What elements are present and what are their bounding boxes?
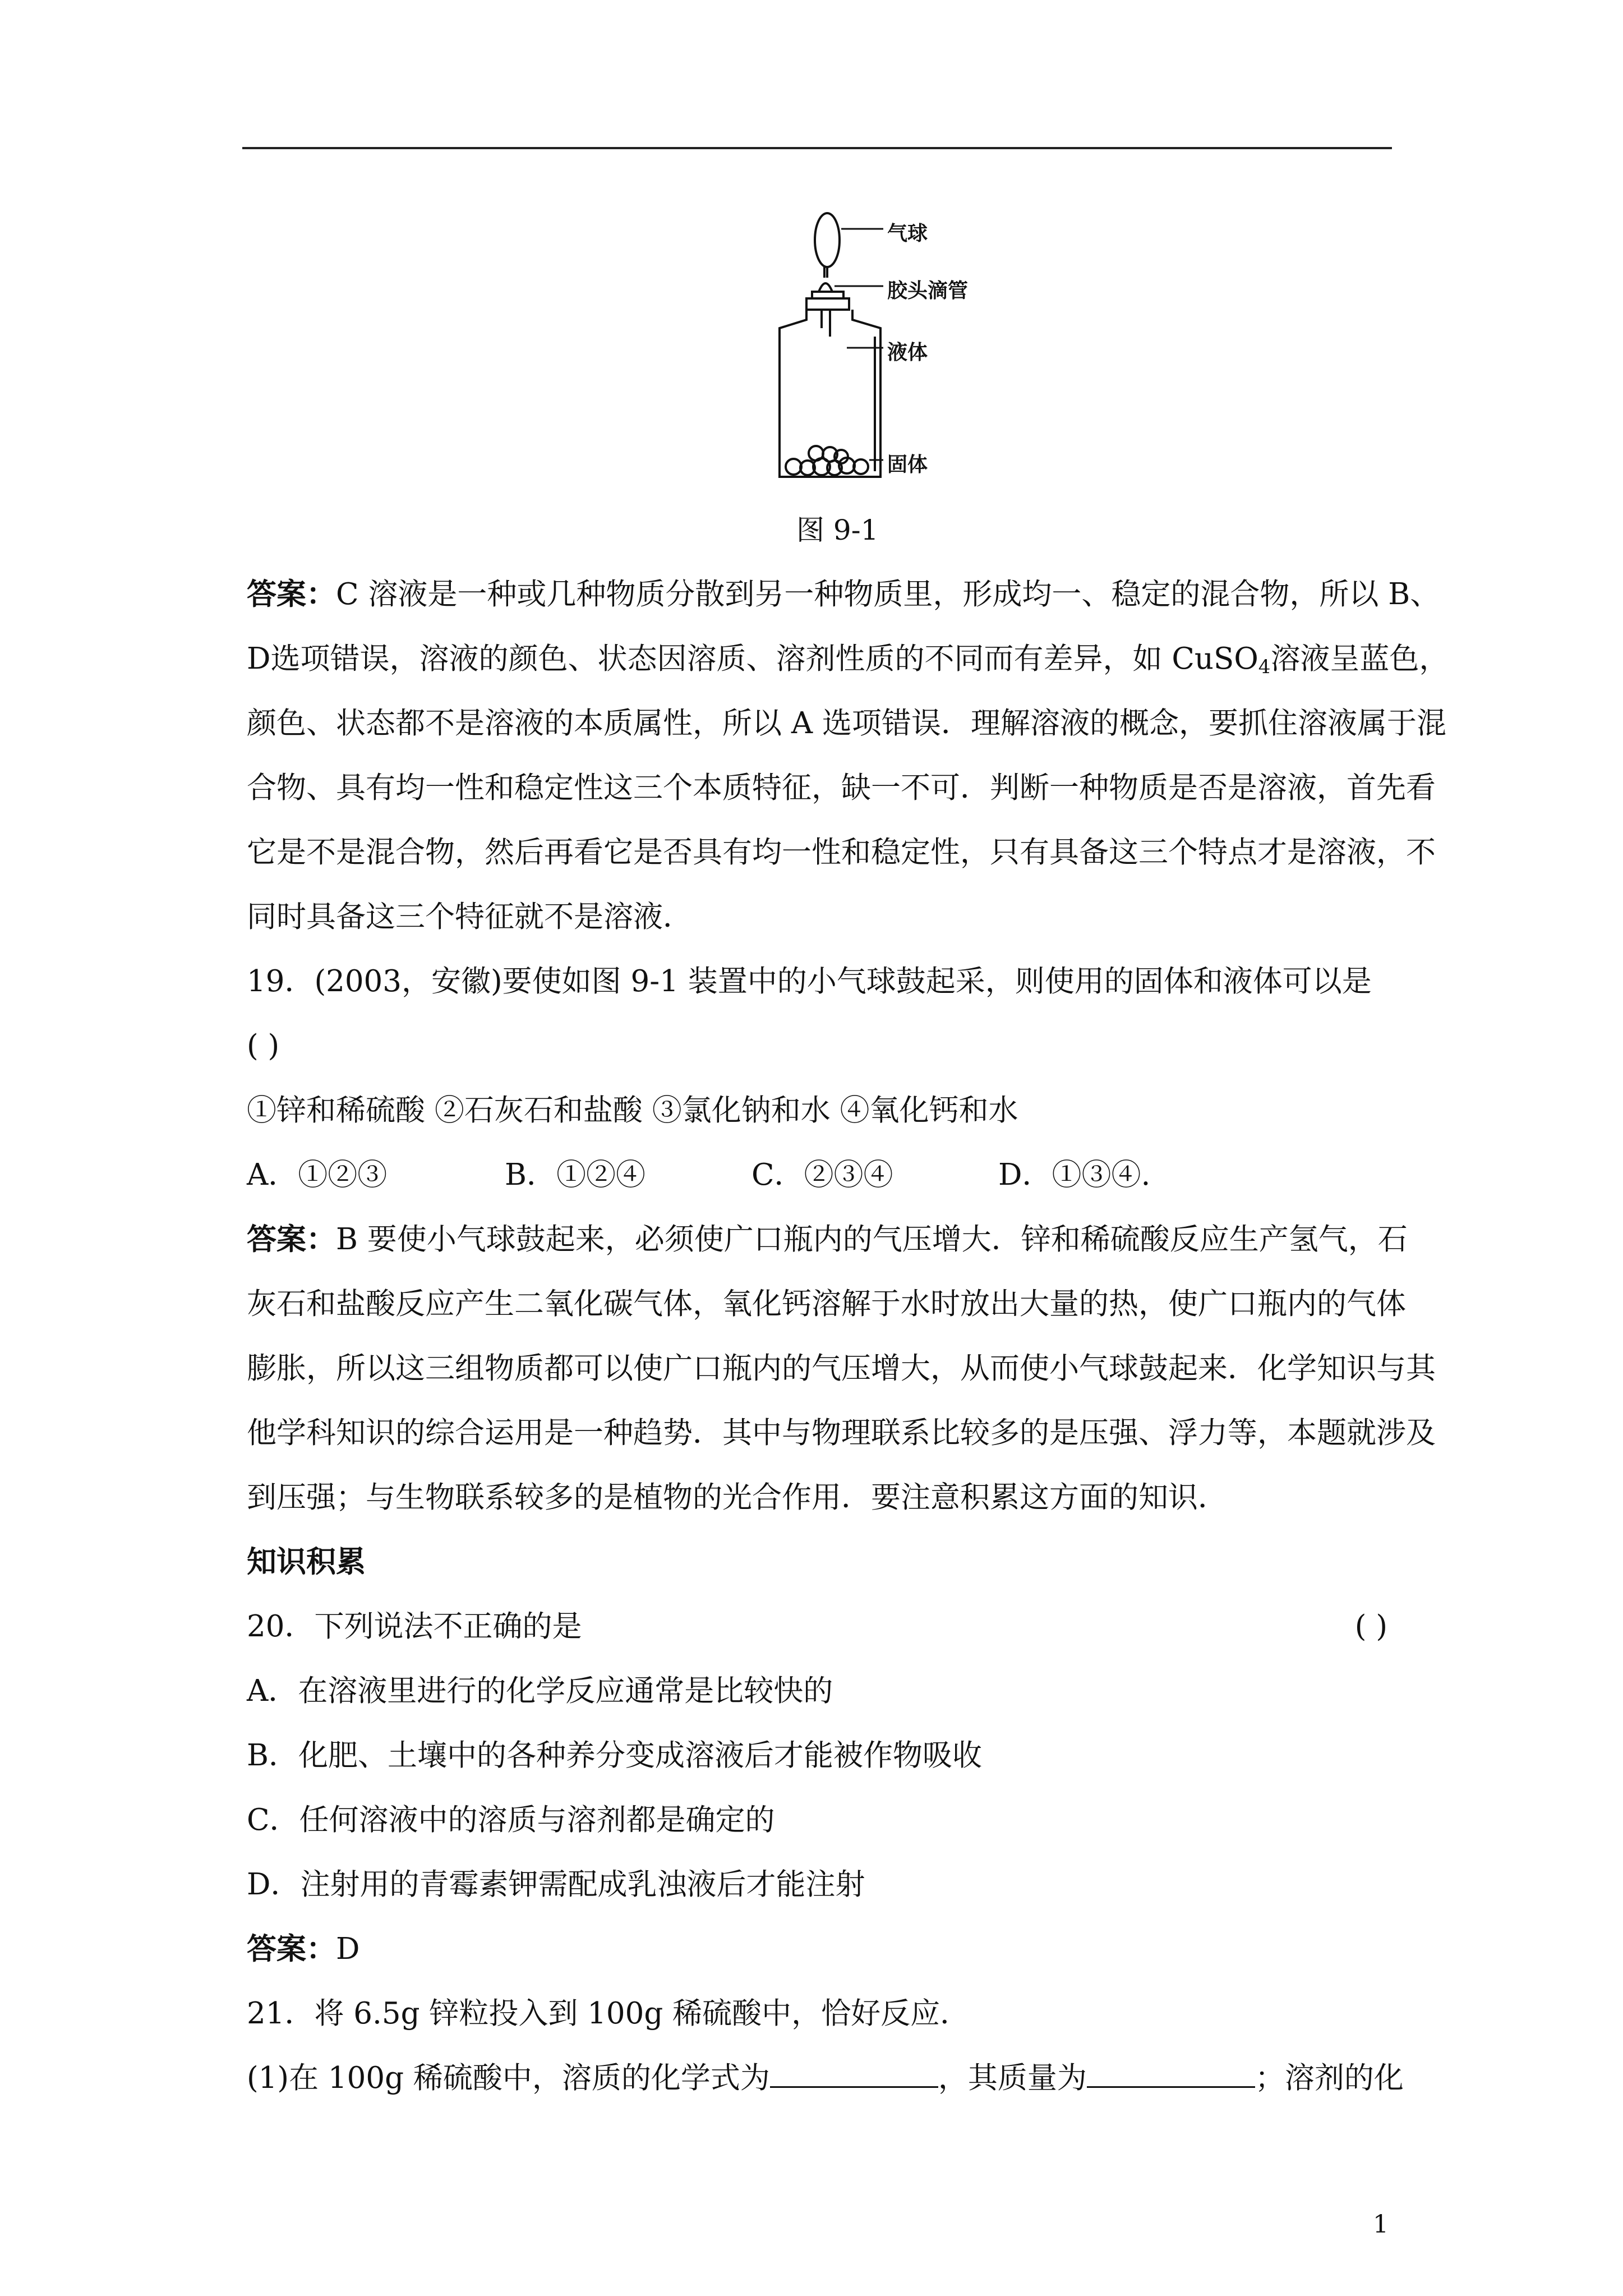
q19-option-c: C．②③④: [751, 1158, 893, 1192]
answer20: 答案：D: [247, 1932, 360, 1966]
q20-option-b: B．化肥、土壤中的各种养分变成溶液后才能被作物吸收: [247, 1738, 982, 1773]
apparatus-diagram: [763, 208, 909, 488]
q19-option-b: B．①②④: [505, 1158, 645, 1192]
answer18-line4: 合物、具有均一性和稳定性这三个本质特征，缺一不可．判断一种物质是否是溶液，首先看: [247, 771, 1436, 805]
answer-label: 答案：: [247, 577, 336, 611]
q21-stem: 21．将 6.5g 锌粒投入到 100g 稀硫酸中，恰好反应．: [247, 1996, 970, 2031]
label-solid: 固体: [887, 453, 928, 476]
fill-blank-mass[interactable]: [1087, 2061, 1255, 2088]
answer19-line5: 到压强；与生物联系较多的是植物的光合作用．要注意积累这方面的知识．: [247, 1480, 1228, 1515]
q20-option-a: A．在溶液里进行的化学反应通常是比较快的: [247, 1674, 833, 1708]
figure-caption: 图 9-1: [796, 514, 879, 546]
answer-label: 答案：: [247, 1932, 336, 1966]
answer19-line2: 灰石和盐酸反应产生二氧化碳气体，氧化钙溶解于水时放出大量的热，使广口瓶内的气体: [247, 1287, 1406, 1321]
q19-stem-line1: 19．(2003，安徽)要使如图 9-1 装置中的小气球鼓起采，则使用的固体和液体可以是: [247, 964, 1372, 999]
answer-label: 答案：: [247, 1222, 336, 1257]
label-balloon: 气球: [887, 222, 928, 245]
q20-stem: 20．下列说法不正确的是: [247, 1609, 582, 1644]
answer19-line1: 答案：B 要使小气球鼓起来，必须使广口瓶内的气压增大．锌和稀硫酸反应生产氢气，石: [247, 1222, 1408, 1257]
section-title: 知识积累: [247, 1545, 366, 1579]
answer19-line4: 他学科知识的综合运用是一种趋势．其中与物理联系比较多的是压强、浮力等，本题就涉及: [247, 1416, 1436, 1450]
q19-option-d: D．①③④.: [998, 1158, 1151, 1192]
answer18-line1: 答案：C 溶液是一种或几种物质分散到另一种物质里，形成均一、稳定的混合物，所以 B、: [247, 577, 1440, 611]
dropper-bulb: [819, 283, 832, 292]
q20-option-c: C．任何溶液中的溶质与溶剂都是确定的: [247, 1803, 775, 1837]
header-rule: [242, 147, 1392, 149]
fill-blank-formula[interactable]: [770, 2061, 938, 2088]
q21-part1: (1)在 100g 稀硫酸中，溶质的化学式为 ，其质量为 ；溶剂的化: [247, 2061, 1404, 2095]
q19-stem-line2: ( ): [247, 1029, 280, 1063]
answer18-line3: 颜色、状态都不是溶液的本质属性，所以 A 选项错误．理解溶液的概念，要抓住溶液属于混: [247, 706, 1446, 740]
answer18-line6: 同时具备这三个特征就不是溶液．: [247, 900, 693, 934]
answer18-line5: 它是不是混合物，然后再看它是否具有均一性和稳定性，只有具备这三个特点才是溶液，不: [247, 835, 1436, 869]
label-dropper: 胶头滴管: [887, 279, 969, 302]
q19-option-a: A．①②③: [247, 1158, 388, 1192]
q19-items: ①锌和稀硫酸 ②石灰石和盐酸 ③氯化钠和水 ④氧化钙和水: [247, 1093, 1018, 1128]
q20-answer-paren: ( ): [1354, 1609, 1387, 1644]
label-liquid: 液体: [887, 341, 928, 364]
figure-9-1: [763, 208, 1015, 488]
page-number: 1: [1373, 2210, 1389, 2239]
balloon-shape: [815, 213, 840, 267]
q20-option-d: D．注射用的青霉素钾需配成乳浊液后才能注射: [247, 1867, 865, 1902]
answer18-line2: D选项错误，溶液的颜色、状态因溶质、溶剂性质的不同而有差异，如 CuSO$_4$溶液呈蓝色，: [247, 642, 1449, 678]
answer19-line3: 膨胀，所以这三组物质都可以使广口瓶内的气压增大，从而使小气球鼓起来．化学知识与其: [247, 1351, 1436, 1386]
